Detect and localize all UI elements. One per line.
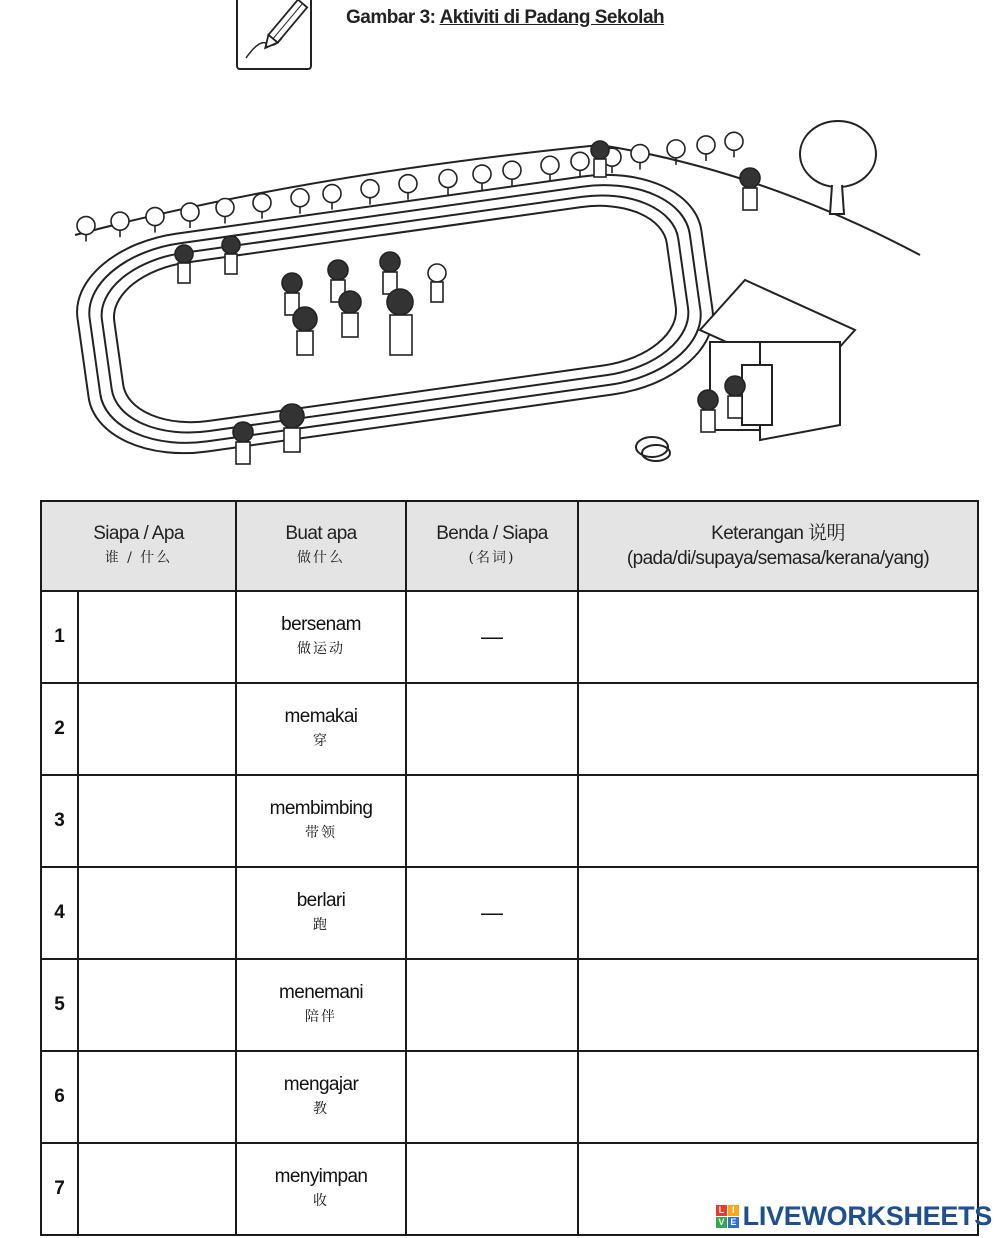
verb-chinese: 陪伴 xyxy=(305,1009,337,1025)
small-tree-icon xyxy=(503,161,521,186)
keterangan-answer-cell[interactable] xyxy=(578,867,978,959)
storage-shed-icon xyxy=(700,280,855,440)
row-number: 3 xyxy=(41,775,78,867)
logo-tile: V xyxy=(716,1217,727,1228)
liveworksheets-watermark xyxy=(716,1201,992,1232)
row-number: 5 xyxy=(41,959,78,1051)
verb-malay: bersenam xyxy=(281,614,361,635)
table-header-row xyxy=(41,501,978,591)
header-keterangan: Keterangan 说明 (pada/di/supaya/semasa/kerana/yang) xyxy=(578,501,978,591)
benda-answer-cell[interactable]: — xyxy=(406,867,578,959)
child-figure xyxy=(233,422,253,464)
teacher-figure xyxy=(387,289,413,355)
logo-tile: L xyxy=(716,1205,727,1216)
verb-cell xyxy=(236,683,406,775)
verb-chinese: 穿 xyxy=(313,733,329,749)
siapa-answer-cell[interactable] xyxy=(78,775,236,867)
verb-cell xyxy=(236,591,406,683)
benda-answer-cell[interactable] xyxy=(406,1143,578,1235)
table-row xyxy=(41,683,978,775)
pencil-icon xyxy=(238,0,310,68)
table-row xyxy=(41,775,978,867)
keterangan-answer-cell[interactable] xyxy=(578,775,978,867)
verb-malay: berlari xyxy=(296,890,346,911)
verb-cell xyxy=(236,1051,406,1143)
child-figure xyxy=(175,245,193,283)
verb-chinese: 跑 xyxy=(313,917,329,933)
child-figure xyxy=(725,376,745,418)
keterangan-answer-cell[interactable] xyxy=(578,683,978,775)
verb-cell xyxy=(236,867,406,959)
small-tree-icon xyxy=(361,180,379,205)
verb-malay: mengajar xyxy=(283,1074,359,1095)
benda-answer-cell[interactable] xyxy=(406,1051,578,1143)
child-figure xyxy=(591,141,609,177)
verb-malay: menyimpan xyxy=(274,1166,368,1187)
small-tree-icon xyxy=(697,136,715,161)
small-tree-icon xyxy=(473,165,491,190)
small-tree-icon xyxy=(541,156,559,181)
title-label: Gambar 3: xyxy=(346,7,436,28)
small-tree-icon xyxy=(146,208,164,233)
school-field-illustration xyxy=(0,80,1000,490)
logo-tile: E xyxy=(728,1217,739,1228)
table-row xyxy=(41,867,978,959)
hoop-icon xyxy=(636,437,670,461)
page-title xyxy=(346,7,664,29)
small-tree-icon xyxy=(323,185,341,210)
keterangan-answer-cell[interactable] xyxy=(578,591,978,683)
verb-malay: memakai xyxy=(284,706,358,727)
child-figure xyxy=(740,168,760,210)
verb-chinese: 做运动 xyxy=(297,641,345,657)
verb-chinese: 带领 xyxy=(305,825,337,841)
verb-malay: membimbing xyxy=(269,798,373,819)
small-tree-icon xyxy=(111,212,129,237)
header-siapa-apa: Siapa / Apa 谁 / 什么 xyxy=(41,501,236,591)
keterangan-answer-cell[interactable] xyxy=(578,959,978,1051)
benda-answer-cell[interactable] xyxy=(406,683,578,775)
verb-cell xyxy=(236,959,406,1051)
verb-cell xyxy=(236,775,406,867)
verb-chinese: 教 xyxy=(313,1101,329,1117)
child-figure xyxy=(222,236,240,274)
small-tree-icon xyxy=(631,145,649,170)
pencil-icon-box xyxy=(236,0,312,70)
child-figure xyxy=(380,252,400,294)
big-tree-icon xyxy=(800,121,876,214)
child-figure xyxy=(293,307,317,355)
table-row xyxy=(41,591,978,683)
child-figure xyxy=(280,404,304,452)
siapa-answer-cell[interactable] xyxy=(78,1051,236,1143)
row-number: 6 xyxy=(41,1051,78,1143)
row-number: 2 xyxy=(41,683,78,775)
title-subtitle: Aktiviti di Padang Sekolah xyxy=(439,7,665,28)
small-tree-icon xyxy=(571,152,589,177)
verb-cell xyxy=(236,1143,406,1235)
small-tree-icon xyxy=(77,217,95,242)
small-tree-icon xyxy=(181,203,199,228)
header-benda-siapa: Benda / Siapa (名词) xyxy=(406,501,578,591)
liveworksheets-logo-icon xyxy=(716,1205,739,1228)
siapa-answer-cell[interactable] xyxy=(78,867,236,959)
benda-answer-cell[interactable]: — xyxy=(406,591,578,683)
field-boundary-line xyxy=(75,145,920,255)
benda-answer-cell[interactable] xyxy=(406,959,578,1051)
header-buat-apa: Buat apa 做什么 xyxy=(236,501,406,591)
small-tree-icon xyxy=(291,189,309,214)
small-tree-icon xyxy=(253,194,271,219)
siapa-answer-cell[interactable] xyxy=(78,683,236,775)
small-tree-icon xyxy=(725,132,743,157)
worksheet-table xyxy=(40,500,979,1236)
small-tree-icon xyxy=(439,170,457,195)
table-row xyxy=(41,1051,978,1143)
siapa-answer-cell[interactable] xyxy=(78,591,236,683)
verb-chinese: 收 xyxy=(313,1193,329,1209)
child-figure xyxy=(428,264,446,302)
row-number: 7 xyxy=(41,1143,78,1235)
small-tree-icon xyxy=(216,199,234,224)
siapa-answer-cell[interactable] xyxy=(78,1143,236,1235)
child-figure xyxy=(339,291,361,337)
siapa-answer-cell[interactable] xyxy=(78,959,236,1051)
keterangan-answer-cell[interactable] xyxy=(578,1051,978,1143)
table-row xyxy=(41,959,978,1051)
benda-answer-cell[interactable] xyxy=(406,775,578,867)
verb-malay: menemani xyxy=(279,982,363,1003)
child-figure xyxy=(698,390,718,432)
watermark-text: LIVEWORKSHEETS xyxy=(742,1201,992,1231)
logo-tile: I xyxy=(728,1205,739,1216)
row-number: 1 xyxy=(41,591,78,683)
row-number: 4 xyxy=(41,867,78,959)
small-tree-icon xyxy=(399,175,417,200)
tree-row xyxy=(77,132,743,241)
